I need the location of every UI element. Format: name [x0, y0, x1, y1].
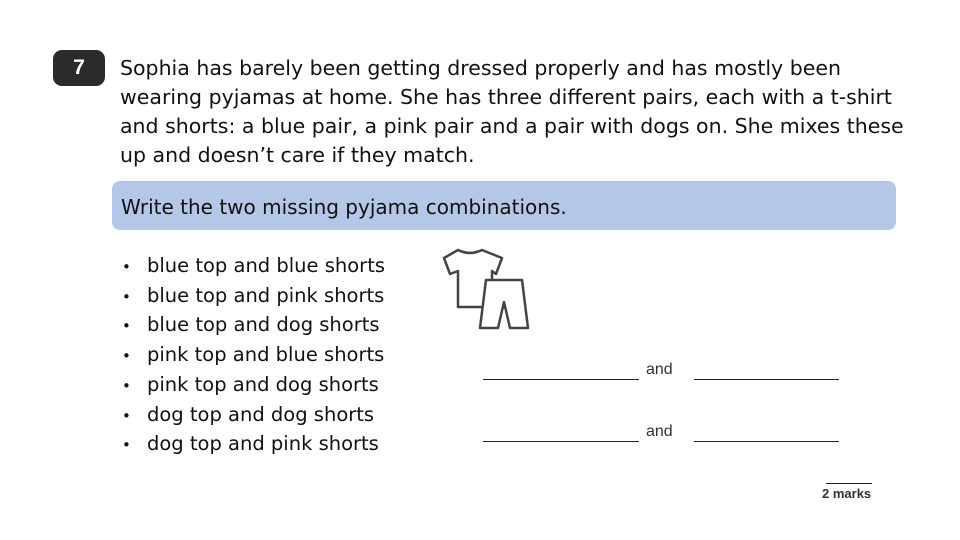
list-item: [122, 311, 385, 341]
answer-2-left-blank[interactable]: [483, 441, 639, 442]
bullet: •: [122, 258, 131, 276]
marks-label: 2 marks: [822, 486, 872, 501]
list-item-text: pink top and blue shorts: [147, 343, 385, 367]
marks-box-line: [826, 483, 872, 484]
question-number-badge: [53, 50, 105, 86]
answer-1-and-label: and: [646, 361, 673, 378]
bullet: •: [122, 436, 131, 455]
bullet: •: [122, 287, 131, 306]
answer-1-right-blank[interactable]: [694, 379, 839, 380]
combination-list: [122, 252, 385, 460]
list-item: [122, 401, 385, 431]
list-item: [122, 430, 385, 460]
list-item-text: blue top and blue shorts: [147, 254, 386, 277]
answer-2-and-label: and: [646, 423, 673, 440]
question-number: 7: [73, 56, 85, 79]
list-item-text: blue top and pink shorts: [147, 283, 385, 307]
question-intro-text: Sophia has barely been getting dressed properly and has mostly been wearing pyjamas at home. She has three different pairs, each with a t-shirt and shorts: a blue pair, a pink pair and a pair with dogs on. She mixes these up and doesn’t care if they match.: [120, 56, 904, 167]
instruction-text: Write the two missing pyjama combinations.: [121, 195, 567, 219]
list-item-text: pink top and dog shorts: [147, 372, 379, 396]
list-item-text: dog top and pink shorts: [147, 432, 379, 456]
list-item: [122, 282, 385, 312]
bullet: •: [122, 347, 131, 366]
answer-1-left-blank[interactable]: [483, 379, 639, 380]
list-item-text: dog top and dog shorts: [147, 402, 375, 426]
bullet: •: [122, 406, 131, 425]
answer-2-right-blank[interactable]: [694, 441, 839, 442]
bullet: •: [122, 317, 131, 336]
bullet: •: [122, 376, 131, 395]
instruction-box: [112, 181, 896, 230]
list-item: [122, 371, 385, 401]
list-item: [122, 341, 385, 371]
t-shirt-and-shorts-icon: [440, 244, 532, 332]
list-item: [122, 252, 385, 282]
list-item-text: blue top and dog shorts: [147, 313, 380, 337]
